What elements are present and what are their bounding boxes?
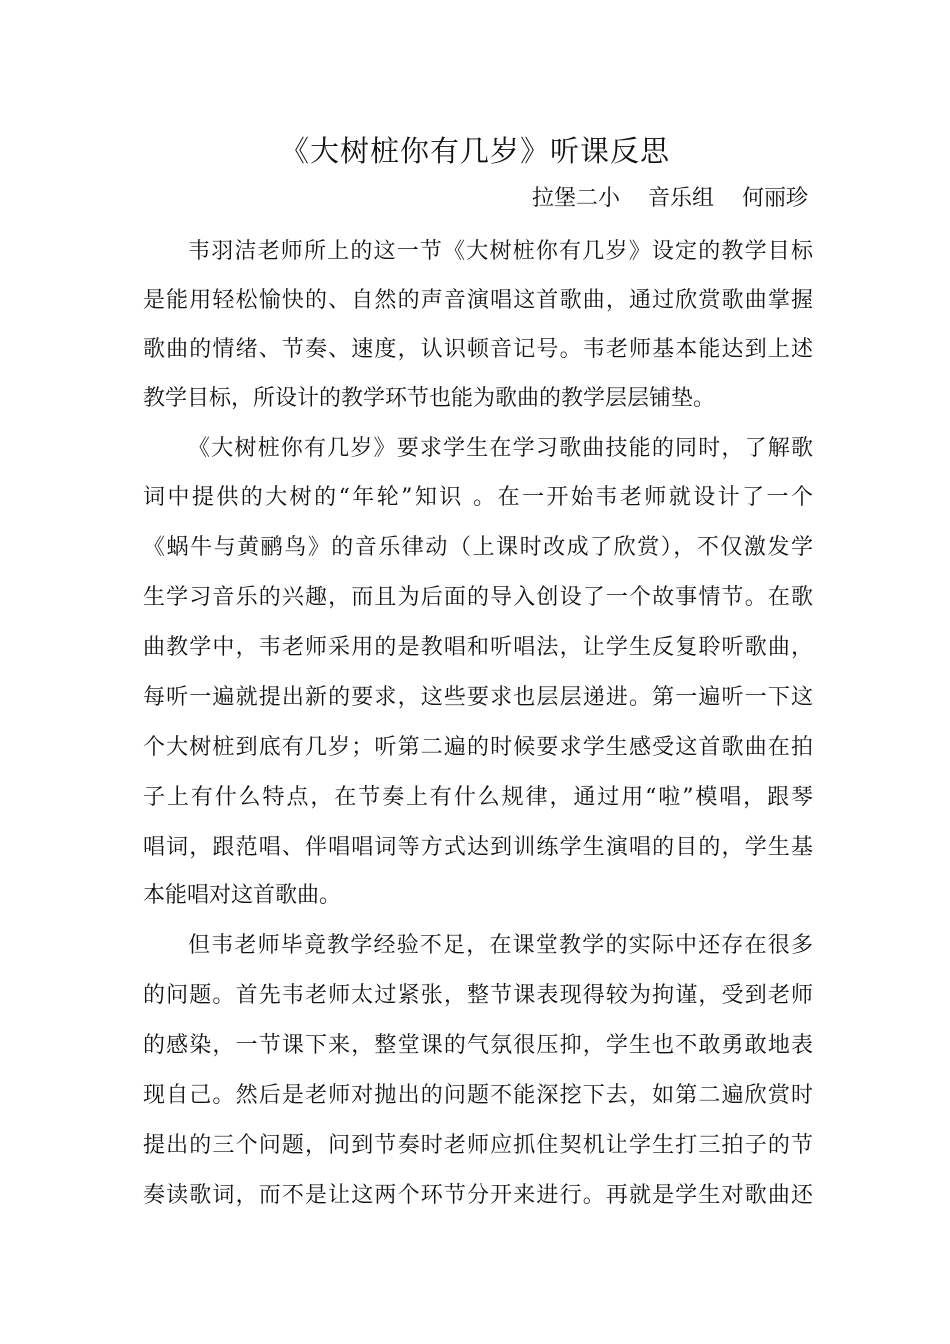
paragraph-3-line-1: 但韦老师毕竟教学经验不足，在课堂教学的实际中还存在很多 bbox=[188, 933, 813, 958]
paragraph-3-line-2: 的问题。首先韦老师太过紧张，整节课表现得较为拘谨，受到老师 bbox=[143, 983, 813, 1008]
paragraph-2-line-7: 个大树桩到底有几岁；听第二遍的时候要求学生感受这首歌曲在拍 bbox=[143, 735, 813, 760]
paragraph-3-line-6: 奏读歌词，而不是让这两个环节分开来进行。再就是学生对歌曲还 bbox=[143, 1183, 813, 1208]
paragraph-2-line-8: 子上有什么特点，在节奏上有什么规律，通过用“啦”模唱，跟琴 bbox=[143, 785, 813, 810]
paragraph-3-line-4: 现自己。然后是老师对抛出的问题不能深挖下去，如第二遍欣赏时 bbox=[143, 1083, 813, 1108]
paragraph-2-line-9: 唱词，跟范唱、伴唱唱词等方式达到训练学生演唱的目的，学生基 bbox=[143, 835, 813, 860]
paragraph-2-line-5: 曲教学中，韦老师采用的是教唱和听唱法，让学生反复聆听歌曲， bbox=[143, 635, 813, 660]
paragraph-2-line-10: 本能唱对这首歌曲。 bbox=[143, 883, 342, 908]
paragraph-3-line-5: 提出的三个问题，问到节奏时老师应抓住契机让学生打三拍子的节 bbox=[143, 1133, 813, 1158]
author-byline: 拉堡二小 音乐组 何丽珍 bbox=[532, 186, 808, 211]
paragraph-2-line-3: 《蜗牛与黄鹂鸟》的音乐律动（上课时改成了欣赏），不仅激发学 bbox=[143, 535, 813, 560]
paragraph-2-line-4: 生学习音乐的兴趣，而且为后面的导入创设了一个故事情节。在歌 bbox=[143, 585, 813, 610]
paragraph-2-line-1: 《大树桩你有几岁》要求学生在学习歌曲技能的同时，了解歌 bbox=[188, 436, 813, 461]
paragraph-1-line-1: 韦羽洁老师所上的这一节《大树桩你有几岁》设定的教学目标 bbox=[188, 239, 813, 264]
paragraph-1-line-3: 歌曲的情绪、节奏、速度，认识顿音记号。韦老师基本能达到上述 bbox=[143, 337, 813, 362]
paragraph-2-line-6: 每听一遍就提出新的要求，这些要求也层层递进。第一遍听一下这 bbox=[143, 685, 813, 710]
document-title: 《大树桩你有几岁》听课反思 bbox=[279, 134, 670, 168]
paragraph-1-line-4: 教学目标，所设计的教学环节也能为歌曲的教学层层铺垫。 bbox=[143, 386, 716, 411]
paragraph-3-line-3: 的感染，一节课下来，整堂课的气氛很压抑，学生也不敢勇敢地表 bbox=[143, 1033, 813, 1058]
paragraph-2-line-2: 词中提供的大树的“年轮”知识 。在一开始韦老师就设计了一个 bbox=[143, 485, 813, 510]
paragraph-1-line-2: 是能用轻松愉快的、自然的声音演唱这首歌曲，通过欣赏歌曲掌握 bbox=[143, 288, 813, 313]
